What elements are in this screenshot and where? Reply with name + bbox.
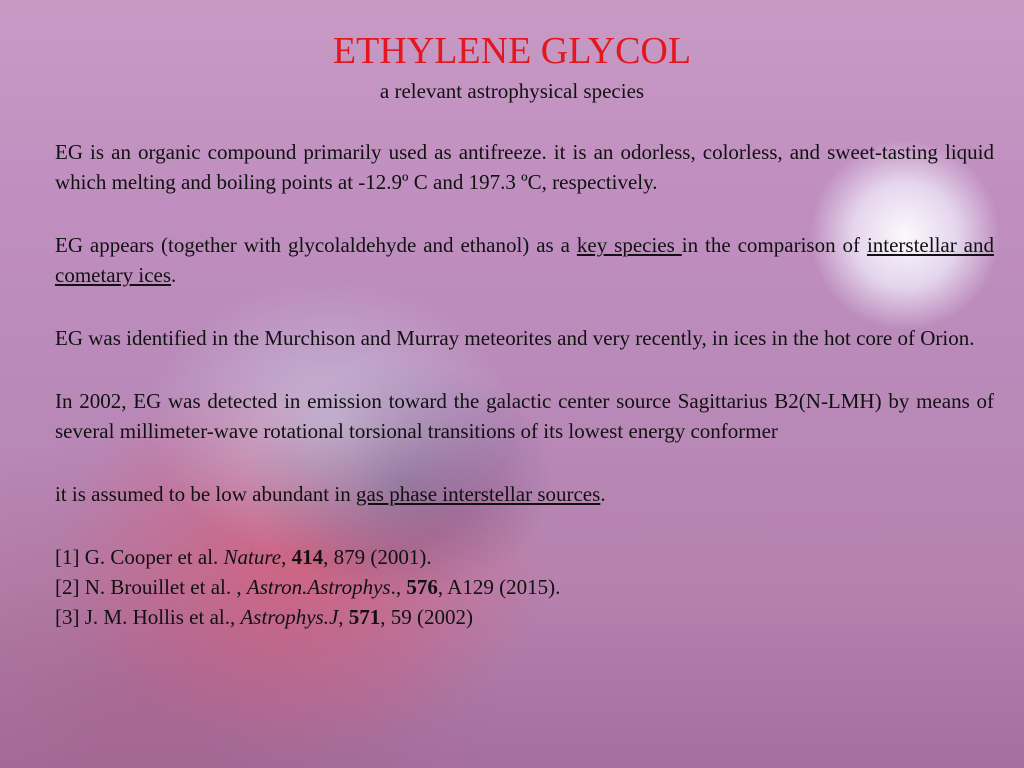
paragraph-text: in the comparison of bbox=[681, 233, 867, 257]
reference-pages: , A129 (2015). bbox=[437, 575, 561, 599]
paragraph-text: it is assumed to be low abundant in bbox=[55, 482, 356, 506]
reference-item bbox=[55, 602, 994, 632]
slide-title: ETHYLENE GLYCOL bbox=[332, 30, 692, 72]
paragraph-abundance bbox=[55, 479, 994, 509]
key-species-link[interactable]: key species bbox=[576, 233, 682, 257]
paragraph-text: EG appears (together with glycolaldehyde and ethanol) as a bbox=[55, 233, 577, 257]
references-list bbox=[55, 542, 994, 632]
reference-pages: , 879 (2001). bbox=[323, 545, 432, 569]
interstellar-ices-link[interactable]: interstellar and cometary ices bbox=[55, 233, 994, 287]
reference-sep: , bbox=[281, 545, 292, 569]
reference-authors: [2] N. Brouillet et al. , bbox=[55, 575, 247, 599]
reference-item bbox=[55, 542, 994, 572]
paragraph-definition: EG is an organic compound primarily used as antifreeze. it is an odorless, colorless, and sweet-tasting liquid which melting and boiling points at -12.9º C and 197.3 ºC, respectively. bbox=[55, 140, 994, 194]
paragraph-key-species bbox=[55, 230, 994, 290]
reference-volume: 576 bbox=[406, 575, 438, 599]
paragraph-detection: In 2002, EG was detected in emission toward the galactic center source Sagittarius B2(N-LMH) by means of several millimeter-wave rotational torsional transitions of its lowest energy conformer bbox=[55, 389, 994, 443]
reference-journal: Astron.Astrophys bbox=[246, 575, 391, 599]
reference-sep: , bbox=[338, 605, 349, 629]
paragraph-text: . bbox=[600, 482, 606, 506]
slide-body bbox=[55, 137, 994, 632]
reference-journal: Nature bbox=[223, 545, 282, 569]
reference-volume: 414 bbox=[291, 545, 324, 569]
reference-volume: 571 bbox=[348, 605, 381, 629]
reference-sep: ., bbox=[390, 575, 407, 599]
reference-authors: [1] G. Cooper et al. bbox=[55, 545, 224, 569]
slide-subtitle: a relevant astrophysical species bbox=[379, 79, 645, 103]
paragraph-meteorites: EG was identified in the Murchison and Murray meteorites and very recently, in ices in the hot core of Orion. bbox=[55, 326, 975, 350]
reference-pages: , 59 (2002) bbox=[380, 605, 474, 629]
reference-authors: [3] J. M. Hollis et al., bbox=[55, 605, 241, 629]
reference-journal: Astrophys.J bbox=[240, 605, 339, 629]
gas-phase-link[interactable]: gas phase interstellar sources bbox=[355, 482, 601, 506]
reference-item bbox=[55, 572, 994, 602]
paragraph-text: . bbox=[171, 263, 177, 287]
